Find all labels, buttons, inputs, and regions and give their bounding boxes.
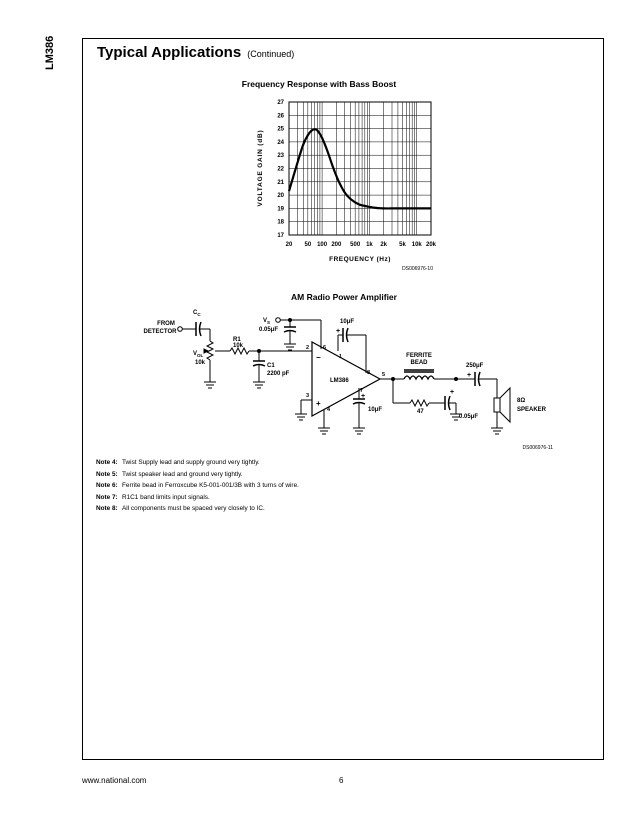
pin-3: 3 xyxy=(306,393,310,399)
note-text: Twist Supply lead and supply ground very tightly. xyxy=(122,459,260,466)
c1-value: 2200 pF xyxy=(267,371,290,377)
vs-label: $V_S$ xyxy=(263,318,271,325)
pin-5: 5 xyxy=(382,372,386,378)
output-cap-label: 250μF xyxy=(466,363,484,369)
note-label: Note 4: xyxy=(96,459,118,466)
noninv-input-sign: + xyxy=(316,399,321,408)
bypass-cap-label: 10μF xyxy=(368,407,383,413)
gain-cap-label: 10μF xyxy=(340,319,355,325)
note-label: Note 5: xyxy=(96,470,118,478)
input-terminal xyxy=(178,327,183,332)
y-tick-label: 25 xyxy=(277,126,284,133)
speaker-label: SPEAKER xyxy=(517,407,547,413)
note-label: Note 8: xyxy=(96,505,118,513)
ferrite-label-1: FERRITE xyxy=(406,353,432,359)
note-text: R1C1 band limits input signals. xyxy=(122,493,210,501)
note-text: All components must be spaced very closely to IC. xyxy=(122,505,265,513)
figure1-id: DS006976-10 xyxy=(402,266,433,272)
y-tick-label: 18 xyxy=(277,219,284,226)
pin-6: 6 xyxy=(323,345,327,351)
ic-label: LM386 xyxy=(330,378,349,384)
schematic-title: AM Radio Power Amplifier xyxy=(291,292,397,302)
note-text: Ferrite bead in Ferroxcube K5-001-001/3B with 3 turns of wire. xyxy=(122,482,299,490)
output-cap-plus: + xyxy=(467,372,472,379)
am-radio-schematic xyxy=(144,292,554,451)
from-label-2: DETECTOR xyxy=(143,329,177,335)
note-item xyxy=(96,480,299,492)
page-number: 6 xyxy=(339,776,344,785)
x-tick-label: 10k xyxy=(411,242,422,248)
c1-label: C1 xyxy=(267,363,275,369)
note-item xyxy=(96,492,299,504)
bypass-cap-plus: + xyxy=(361,393,366,400)
note-item xyxy=(96,469,299,481)
y-tick-label: 24 xyxy=(277,139,284,146)
vs-terminal xyxy=(276,318,281,323)
note-item xyxy=(96,457,299,469)
inv-input-sign: − xyxy=(316,353,321,362)
x-tick-label: 50 xyxy=(304,242,312,248)
frequency-response-chart xyxy=(257,100,437,272)
x-tick-label: 1k xyxy=(366,242,373,248)
y-tick-label: 22 xyxy=(277,166,284,173)
vol-value: 10k xyxy=(195,360,206,366)
part-number-label: LM386 xyxy=(44,35,56,70)
speaker-ohms: 8Ω xyxy=(517,398,526,404)
cc-label: $C_C$ xyxy=(193,310,201,317)
footer-url[interactable]: www.national.com xyxy=(82,776,147,785)
note-label: Note 7: xyxy=(96,493,118,501)
speaker-cone xyxy=(500,388,510,422)
y-tick-label: 27 xyxy=(277,100,284,106)
x-tick-label: 20k xyxy=(425,242,437,248)
figure2-id: DS006976-11 xyxy=(522,445,553,451)
r1-value: 10k xyxy=(233,343,244,349)
y-tick-label: 26 xyxy=(277,113,284,120)
x-tick-label: 5k xyxy=(399,242,406,248)
y-tick-label: 19 xyxy=(277,206,284,213)
zobel-cap-label: 0.05μF xyxy=(459,414,479,420)
x-tick-label: 100 xyxy=(317,242,328,248)
ferrite-bead-coil xyxy=(404,376,434,379)
y-tick-label: 17 xyxy=(277,233,284,239)
note-label: Note 6: xyxy=(96,482,118,490)
section-subtitle: (Continued) xyxy=(247,49,295,59)
pin-7: 7 xyxy=(360,388,364,394)
x-tick-label: 200 xyxy=(331,242,342,248)
chart-title: Frequency Response with Bass Boost xyxy=(241,79,397,89)
notes-list xyxy=(96,457,299,515)
note-item xyxy=(96,503,299,515)
y-tick-label: 21 xyxy=(277,179,284,186)
gain-curve xyxy=(289,129,431,208)
gain-cap-plus: + xyxy=(336,328,341,335)
speaker-body xyxy=(494,398,500,412)
pin-1: 1 xyxy=(339,354,343,360)
r47-label: 47 xyxy=(417,409,424,415)
y-tick-label: 20 xyxy=(277,193,284,200)
pin-2: 2 xyxy=(306,345,310,351)
r1-label: R1 xyxy=(233,337,241,343)
note-text: Twist speaker lead and ground very tightly. xyxy=(122,470,243,478)
pin-8: 8 xyxy=(367,370,371,376)
x-tick-labels xyxy=(286,242,437,248)
cap-supply-label: 0.05μF xyxy=(259,327,279,333)
r47-resistor xyxy=(410,400,429,406)
x-tick-label: 2k xyxy=(380,242,388,248)
vol-label: $V_{OL}$ xyxy=(193,351,204,358)
x-axis-label: FREQUENCY (Hz) xyxy=(329,256,391,263)
section-title-text: Typical Applications xyxy=(97,44,242,61)
from-label-1: FROM xyxy=(157,321,175,327)
zobel-cap-plus: + xyxy=(450,389,455,396)
chart-grid xyxy=(289,102,431,235)
x-tick-label: 20 xyxy=(285,242,293,248)
x-tick-label: 500 xyxy=(350,242,361,248)
y-axis-label: VOLTAGE GAIN (dB) xyxy=(257,129,264,207)
pin-4: 4 xyxy=(327,407,331,413)
y-tick-labels xyxy=(277,100,284,239)
ferrite-label-2: BEAD xyxy=(410,360,428,366)
y-tick-label: 23 xyxy=(277,153,284,160)
